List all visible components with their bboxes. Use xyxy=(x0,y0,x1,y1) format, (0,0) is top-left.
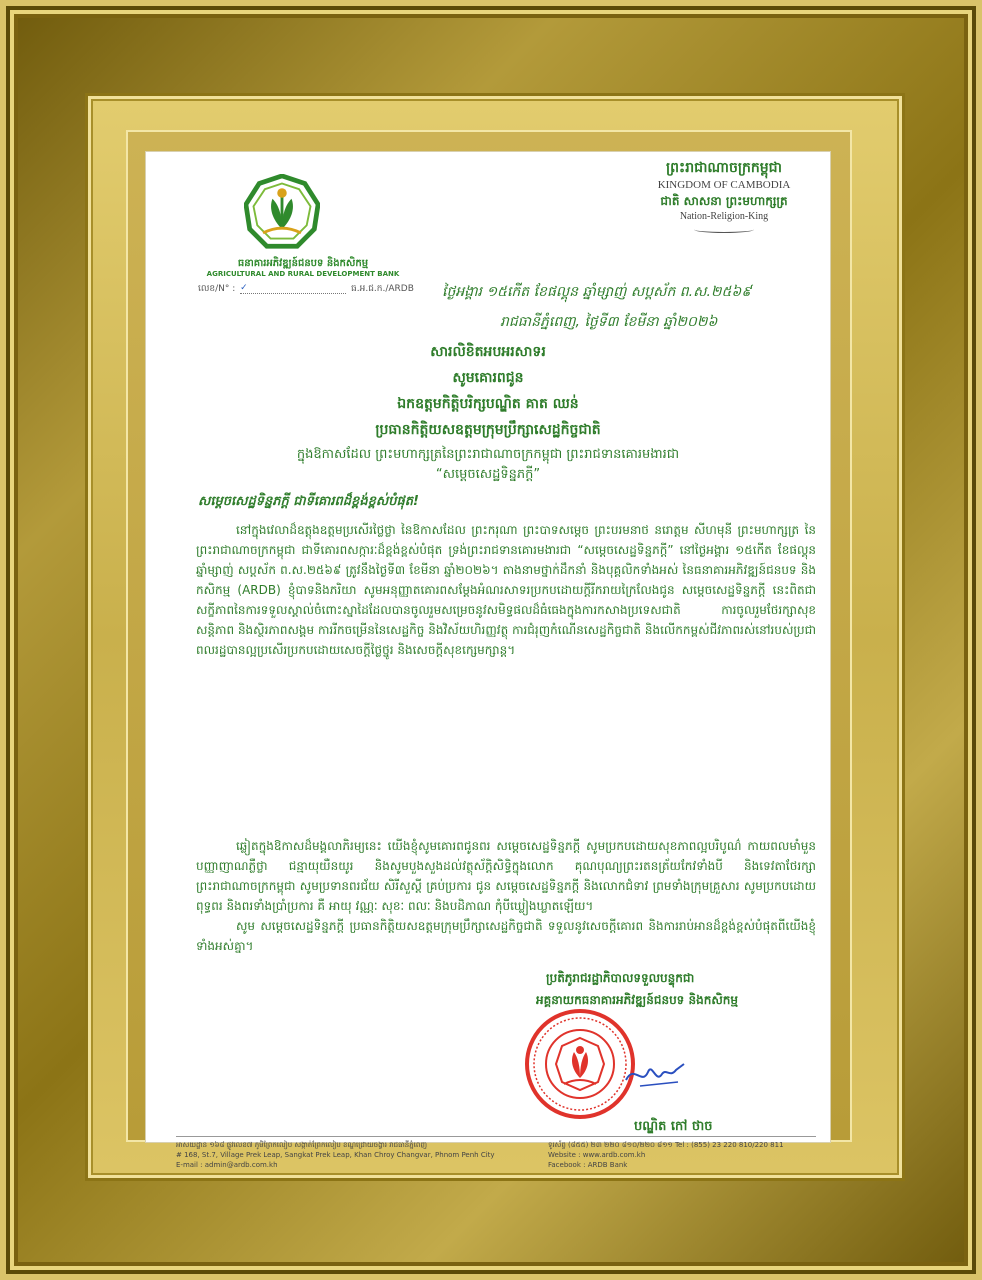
footer-phone: ទូរស័ព្ទ (៨៥៥) ២៣ ២២០ ៨១០/២២០ ៨១១ Tel : (855) 23 220 810/220 811 xyxy=(548,1141,784,1149)
body-paragraph-1: នៅក្នុងវេលាដ៏ឧត្តុងឧត្តមប្រសើរថ្លៃថ្លា នៃឱកាសដែល ព្រះករុណា ព្រះបាទសម្តេច ព្រះបរមនាថ នរោត្តម សីហមុនី ព្រះមហាក្សត្រ នៃព្រះរាជាណាចក្រកម្ពុជា ជាទីគោរពសក្ការៈដ៏ខ្ពង់ខ្ពស់បំផុត ទ្រង់ព្រះរាជទានគោរមងារជា “សម្តេចសេដ្ឋទិន្នភក្តី” នៅថ្ងៃអង្គារ ១៥កើត ខែផល្គុន ឆ្នាំម្សាញ់ សប្តស័ក ព.ស.២៥៦៩ ត្រូវនឹងថ្ងៃទី៣ ខែមីនា ឆ្នាំ២០២៦។ តាងនាមថ្នាក់ដឹកនាំ និងបុគ្គលិកទាំងអស់ នៃធនាគារអភិវឌ្ឍន៍ជនបទ និងកសិកម្ម (ARDB) ខ្ញុំបាទនិងភរិយា សូមអនុញ្ញាតគោរពសម្តែងអំណរសាទរប្រកបដោយក្តីរីករាយក្រៃលែងជូន សម្តេចសេដ្ឋទិន្នភក្តី នេះពិតជាសក្ខីភាពនៃការទទួលស្គាល់ចំពោះស្នាដៃដែលបានចូលរួមសម្រេចនូវសមិទ្ធផលដ៏ធំធេងក្នុងការកសាងប្រទេសជាតិ ការចូលរួមថែរក្សាសុខសន្តិភាព និងស្ថិរភាពសង្គម ការរីកចម្រើននៃសេដ្ឋកិច្ច និងវិស័យហិរញ្ញវត្ថុ ការជំរុញកំណើនសេដ្ឋកិច្ចជាតិ និងលើកកម្ពស់ជីវភាពរស់នៅរបស់ប្រជាពលរដ្ឋបានល្អប្រសើរប្រកបដោយសេចក្តីថ្លៃថ្នូរ និងសេចក្តីសុខក្សេមក្សាន្ត។ xyxy=(196,523,816,657)
motto-ornament xyxy=(694,226,754,233)
footer-divider xyxy=(176,1136,816,1137)
ardb-logo-icon xyxy=(244,174,320,250)
respectfully-line: សូមគោរពជូន xyxy=(452,370,524,386)
body-paragraph-3: សូម សម្តេចសេដ្ឋទិន្នភក្តី ប្រធានកិត្តិយសឧត្តមក្រុមប្រឹក្សាសេដ្ឋកិច្ចជាតិ ទទួលនូវសេចក្តីគោរព និងការរាប់អានដ៏ខ្ពង់ខ្ពស់បំផុតពីយើងខ្ញុំទាំងអស់គ្នា។ xyxy=(196,919,816,953)
signature-mark xyxy=(620,1056,690,1092)
ref-dots xyxy=(240,283,346,294)
motto-en: Nation-Religion-King xyxy=(679,211,769,222)
kingdom-name-en: KINGDOM OF CAMBODIA xyxy=(657,179,791,191)
signer-name: បណ្ឌិត កៅ ថាច xyxy=(634,1119,713,1134)
reference-number xyxy=(198,283,414,296)
ref-label: លេខ/N° : xyxy=(198,284,236,294)
footer-facebook: Facebook : ARDB Bank xyxy=(548,1161,628,1169)
footer-address-en: # 168, St.7, Village Prek Leap, Sangkat Prek Leap, Khan Chroy Changvar, Phnom Penh City xyxy=(176,1151,495,1159)
title-granted: “សម្តេចសេដ្ឋទិន្នភក្តី” xyxy=(435,467,541,482)
footer-email: E-mail : admin@ardb.com.kh xyxy=(176,1161,278,1169)
recipient-name: ឯកឧត្តមកិត្តិបរិក្សបណ្ឌិត គាត ឈន់ xyxy=(397,396,579,412)
kingdom-name-kh: ព្រះរាជាណាចក្រកម្ពុជា xyxy=(665,160,782,176)
bank-name-kh: ធនាគារអភិវឌ្ឍន៍ជនបទ និងកសិកម្ម xyxy=(237,258,369,269)
footer-website: Website : www.ardb.com.kh xyxy=(548,1151,646,1159)
footer-address xyxy=(176,1140,536,1170)
signature-role: ប្រតិភូរាជរដ្ឋាភិបាលទទួលបន្ទុកជា xyxy=(546,971,695,985)
kingdom-block xyxy=(644,158,804,233)
footer-address-kh: អាសយដ្ឋាន ១៦៨ ផ្លូវលេខ៧ ភូមិព្រែកលៀប សង្កាត់ព្រែកលៀប ខណ្ឌជ្រោយចង្វារ រាជធានីភ្នំពេញ xyxy=(176,1141,428,1149)
body-paragraph-2: ឆ្លៀតក្នុងឱកាសដ៏មង្គលាភិរម្យនេះ យើងខ្ញុំសូមគោរពជូនពរ សម្តេចសេដ្ឋទិន្នភក្តី សូមប្រកបដោយសុខភាពល្អបរិបូណ៌ កាយពលមាំមួន បញ្ញាញាណភ្លឺថ្លា ជន្មាយុយឺនយូរ និងសូមបួងសួងដល់វត្ថុស័ក្តិសិទ្ធិក្នុងលោក គុណបុណ្យព្រះរតនត្រ័យកែវទាំងបី និងទេវតាថែរក្សា ព្រះរាជាណាចក្រកម្ពុជា សូមប្រទានពរជ័យ សិរីសួស្តី គ្រប់ប្រការ ជូន សម្តេចសេដ្ឋទិន្នភក្តី និងលោកជំទាវ ព្រមទាំងក្រុមគ្រួសារ សូមប្រកបដោយពុទ្ធពរ និងពរទាំងប្រាំប្រការ គឺ អាយុ វណ្ណៈ សុខៈ ពលៈ និងបដិភាណ កុំបីឃ្លៀងឃ្លាតឡើយ។ xyxy=(196,839,816,913)
ref-suffix: ធ.អ.ជ.ក./ARDB xyxy=(351,284,414,294)
occasion-line: ក្នុងឱកាសដែល ព្រះមហាក្សត្រនៃព្រះរាជាណាចក្រកម្ពុជា ព្រះរាជទានគោរមងារជា xyxy=(296,447,680,462)
footer-contact xyxy=(548,1140,822,1170)
letter-paper xyxy=(146,152,830,1169)
ref-tick: ✓ xyxy=(240,283,248,293)
date-lunar: ថ្ងៃអង្គារ ១៥កើត ខែផល្គុន ឆ្នាំម្សាញ់ សប្តស័ក ព.ស.២៥៦៩ xyxy=(442,284,752,300)
recipient-position: ប្រធានកិត្តិយសឧត្តមក្រុមប្រឹក្សាសេដ្ឋកិច្ចជាតិ xyxy=(375,422,601,438)
date-solar: រាជធានីភ្នំពេញ, ថ្ងៃទី៣ ខែមីនា ឆ្នាំ២០២៦ xyxy=(500,314,718,330)
signature-organization: អគ្គនាយកធនាគារអភិវឌ្ឍន៍ជនបទ និងកសិកម្ម xyxy=(536,993,738,1007)
letter-title: សារលិខិតអបអរសាទរ xyxy=(430,344,546,360)
motto-kh: ជាតិ សាសនា ព្រះមហាក្សត្រ xyxy=(660,194,788,208)
salutation: សម្តេចសេដ្ឋទិន្នភក្តី ជាទីគោរពដ៏ខ្ពង់ខ្ពស់បំផុត! xyxy=(198,494,419,509)
bank-name-en: AGRICULTURAL AND RURAL DEVELOPMENT BANK xyxy=(206,270,400,278)
